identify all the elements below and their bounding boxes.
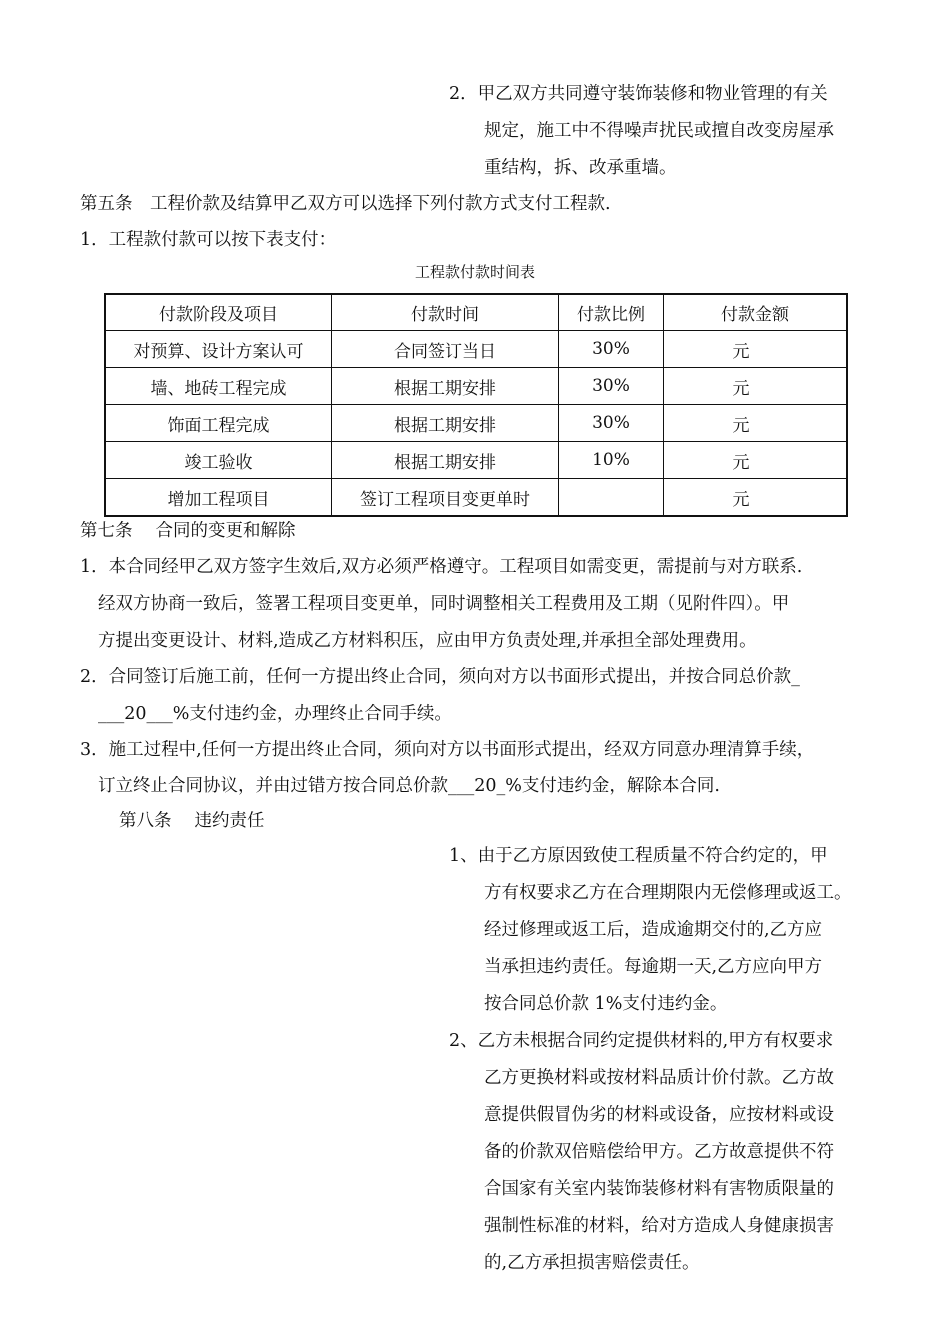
cell-stage: 饰面工程完成: [105, 405, 332, 442]
intro-line-2: 规定，施工中不得噪声扰民或擅自改变房屋承: [484, 121, 834, 141]
article7-item1-line3: 方提出变更设计、材料,造成乙方材料积压，应由甲方负责处理,并承担全部处理费用。: [98, 631, 757, 651]
article7-item2-line2: ___20___%支付违约金，办理终止合同手续。: [98, 704, 452, 724]
intro-line-1: 2．甲乙双方共同遵守装饰装修和物业管理的有关: [449, 84, 828, 104]
article5-heading: 第五条 工程价款及结算甲乙双方可以选择下列付款方式支付工程款.: [80, 194, 611, 214]
article8-item1-line5: 按合同总价款 1%支付违约金。: [484, 994, 728, 1014]
cell-stage: 增加工程项目: [105, 479, 332, 517]
cell-ratio: 30%: [559, 331, 664, 368]
cell-amount: 元: [664, 331, 848, 368]
article5-item1: 1．工程款付款可以按下表支付：: [80, 230, 337, 250]
article8-item1-line4: 当承担违约责任。每逾期一天,乙方应向甲方: [484, 957, 823, 977]
cell-time: 合同签订当日: [332, 331, 559, 368]
cell-stage: 对预算、设计方案认可: [105, 331, 332, 368]
article8-item2-line1: 2、乙方未根据合同约定提供材料的,甲方有权要求: [449, 1031, 834, 1051]
cell-ratio: 30%: [559, 368, 664, 405]
article8-item2-line4: 备的价款双倍赔偿给甲方。乙方故意提供不符: [484, 1142, 834, 1162]
cell-time: 根据工期安排: [332, 405, 559, 442]
cell-amount: 元: [664, 368, 848, 405]
article7-item3-line1: 3．施工过程中,任何一方提出终止合同，须向对方以书面形式提出，经双方同意办理清算手续，: [80, 740, 815, 760]
article8-item1-line3: 经过修理或返工后，造成逾期交付的,乙方应: [484, 920, 823, 940]
article7-item1-line1: 1．本合同经甲乙双方签字生效后,双方必须严格遵守。工程项目如需变更，需提前与对方联系.: [80, 557, 803, 577]
table-row: [105, 405, 847, 442]
cell-time: 根据工期安排: [332, 442, 559, 479]
cell-ratio: [559, 479, 664, 517]
article8-item2-line2: 乙方更换材料或按材料品质计价付款。乙方故: [484, 1068, 834, 1088]
article8-heading: 第八条 违约责任: [119, 811, 265, 831]
cell-amount: 元: [664, 479, 848, 517]
article7-item3-line2: 订立终止合同协议，并由过错方按合同总价款___20_%支付违约金，解除本合同.: [98, 776, 720, 796]
intro-line-3: 重结构，拆、改承重墙。: [484, 158, 677, 178]
table-row: [105, 442, 847, 479]
article8-item2-line7: 的,乙方承担损害赔偿责任。: [484, 1253, 700, 1273]
header-time: 付款时间: [332, 294, 559, 331]
article8-item2-line3: 意提供假冒伪劣的材料或设备，应按材料或设: [484, 1105, 834, 1125]
article7-heading: 第七条 合同的变更和解除: [80, 521, 296, 541]
article8-item2-line5: 合国家有关室内装饰装修材料有害物质限量的: [484, 1179, 834, 1199]
cell-time: 签订工程项目变更单时: [332, 479, 559, 517]
article7-item1-line2: 经双方协商一致后，签署工程项目变更单，同时调整相关工程费用及工期（见附件四）。甲: [98, 594, 790, 614]
article8-item2-line6: 强制性标准的材料，给对方造成人身健康损害: [484, 1216, 834, 1236]
article7-item2-line1: 2．合同签订后施工前，任何一方提出终止合同，须向对方以书面形式提出，并按合同总价款_: [80, 667, 800, 687]
article8-item1-line2: 方有权要求乙方在合理期限内无偿修理或返工。: [484, 883, 852, 903]
cell-stage: 墙、地砖工程完成: [105, 368, 332, 405]
cell-ratio: 10%: [559, 442, 664, 479]
cell-time: 根据工期安排: [332, 368, 559, 405]
table-row: [105, 331, 847, 368]
table-caption: 工程款付款时间表: [414, 263, 535, 281]
header-amount: 付款金额: [664, 294, 848, 331]
table-row: [105, 479, 847, 517]
header-ratio: 付款比例: [559, 294, 664, 331]
header-stage: 付款阶段及项目: [105, 294, 332, 331]
cell-ratio: 30%: [559, 405, 664, 442]
table-row: [105, 368, 847, 405]
cell-amount: 元: [664, 405, 848, 442]
article8-item1-line1: 1、由于乙方原因致使工程质量不符合约定的，甲: [449, 846, 828, 866]
cell-stage: 竣工验收: [105, 442, 332, 479]
payment-table: [104, 293, 848, 517]
table-header-row: [105, 294, 847, 331]
cell-amount: 元: [664, 442, 848, 479]
